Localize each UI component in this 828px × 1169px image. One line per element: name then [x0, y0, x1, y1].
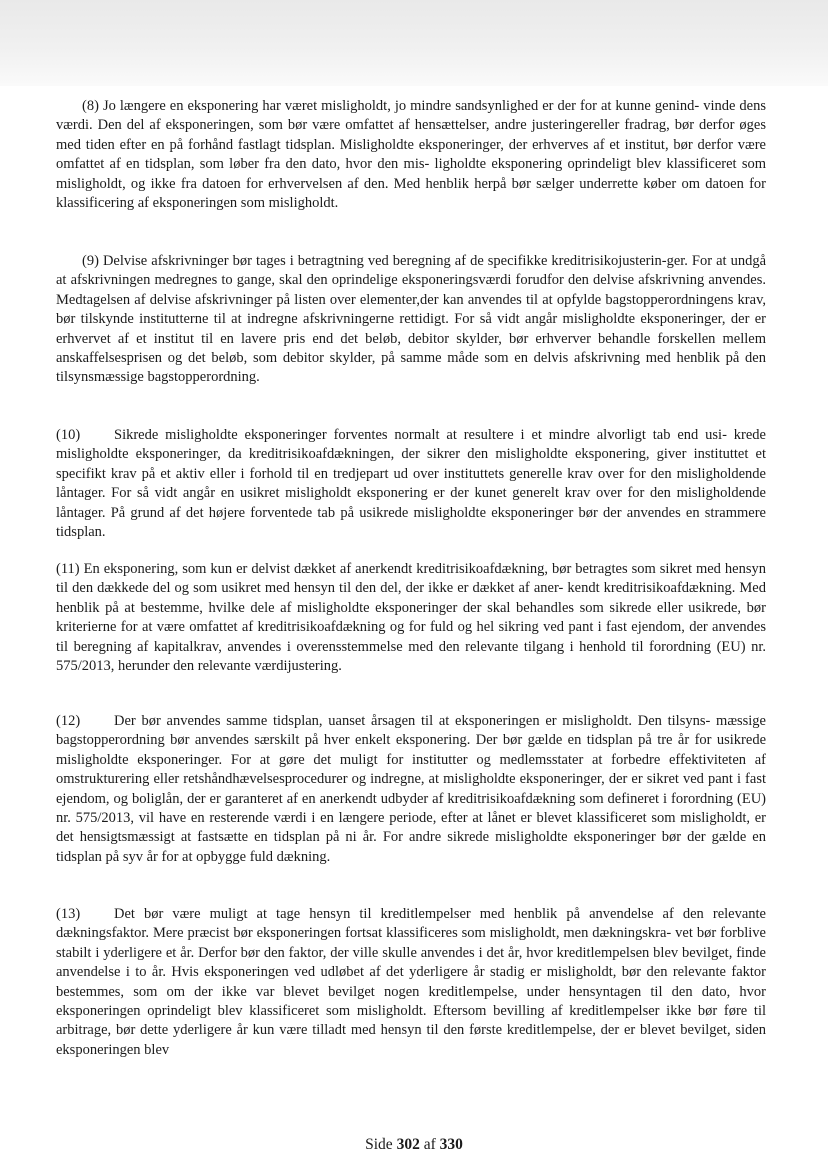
- recital-9: [30, 252, 766, 388]
- recital-text: Delvise afskrivninger bør tages i betragtning ved beregning af de specifikke kreditrisikojusterin-ger. For at undgå at afskrivningen medregnes to gange, skal den oprindelige eksponeringsværdi forudfor den delvise afskrivning anvendes. Medtagelsen af delvise afskrivninger på listen over elementer,der kan anvendes til at opfylde bagstopperordningens krav, bør tilskynde institutterne til at indregne afskrivningerne rettidigt. For så vidt angår misligholdte eksponeringer, der er erhvervet af et institut til en lavere pris end det beløb, debitor skylder, bør erhverver behandle forskellen mellem anskaffelsesprisen og det beløb, som debitor skylder, på samme måde som en delvis afskrivning med henblik på den tilsynsmæssige bagstopperordning.: [56, 253, 767, 386]
- recital-text: Det bør være muligt at tage hensyn til kreditlempelser med henblik på anvendelse af den relevante dækningsfaktor. Mere præcist bør eksponeringen fortsat klassificeres som misligholdt, men dækningskra- vet bør forblive stabilt i yderligere et år. Derfor bør den faktor, der ville skulle anvendes i det år, hvor kreditlempelsen blev bevilget, finde anvendelse i to år. Hvis eksponeringen ved udløbet af det yderligere år stadig er misligholdt, bør den relevante faktor bestemmes, som om der ikke var blevet bevilget nogen kreditlempelse, under hensyntagen til den dato, hvor eksponeringen oprindeligt blev klassificeret som misligholdt. Eftersom bevilling af kreditlempelser ikke bør føre til arbitrage, bør dette yderligere år kun være tilladt med hensyn til den første kreditlempelse, der er blevet bevilget, siden eksponeringen blev: [56, 906, 766, 1058]
- recital-13: [30, 905, 766, 1060]
- page-number-footer: [0, 1136, 828, 1154]
- recital-number: (13): [56, 906, 81, 922]
- recital-number: (9): [82, 253, 99, 269]
- recital-text: En eksponering, som kun er delvist dækket af anerkendt kreditrisikoafdækning, bør betragtes som sikret med hensyn til den dækkede del og som usikret med hensyn til den del, der ikke er dækket af aner- kendt kreditrisikoafdækning. Med henblik på at bestemme, hvilke dele af misligholdte eksponeringer der skal behandles som sikrede eller usikrede, bør kriterierne for at være omfattet af kreditrisikoafdækning og for fuld og hel sikring ved pant i fast ejendom, der anvendes til beregning af kapitalkrav, anvendes i overensstemmelse med den relevante tilgang i henhold til forordning (EU) nr. 575/2013, herunder den relevante værdijustering.: [56, 561, 767, 675]
- recital-12: [30, 712, 766, 867]
- recital-text: Der bør anvendes samme tidsplan, uanset årsagen til at eksponeringen er misligholdt. Den tilsyns- mæssige bagstopperordning bør anvendes særskilt på hver enkelt eksponering. Der bør gælde en tidsplan på tre år for usikrede misligholdte eksponeringer. For at gøre det muligt for institutter og medlemsstater at forbedre effektiviteten af omstrukturering eller retshåndhævelsesprocedurer og indregne, at misligholdte eksponeringer, der er sikret ved pant i fast ejendom, og boliglån, der er garanteret af en anerkendt udbyder af kreditrisikoafdækning som defineret i forordning (EU) nr. 575/2013, vil have en resterende værdi i en længere periode, efter at lånet er blevet klassificeret som misligholdt, er det hensigtsmæssigt at fastsætte en tidsplan på ni år. For andre sikrede misligholdte eksponeringer bør der gælde en tidsplan på syv år for at opbygge fuld dækning.: [56, 713, 766, 865]
- footer-middle: af: [423, 1136, 436, 1153]
- footer-current-page: 302: [396, 1136, 420, 1153]
- footer-total-pages: 330: [439, 1136, 463, 1153]
- recital-number: (12): [56, 713, 81, 729]
- recital-number: (8): [82, 98, 99, 114]
- recital-text: Jo længere en eksponering har været misligholdt, jo mindre sandsynlighed er der for at kunne genind- vinde dens værdi. Den del af eksponeringen, som bør være omfattet af hensættelser, andre justeringereller fradrag, bør derfor øges med tiden efter en på forhånd fastlagt tidsplan. Misligholdte eksponeringer, der erhverves af et institut, bør derfor være omfattet af en tidsplan, som løber fra den dato, hvor den mis- ligholdte eksponering oprindeligt blev klassificeret som misligholdt, og ikke fra datoen for erhvervelsen af den. Med henblik herpå bør sælger underrette køber om datoen for klassificering af eksponeringen som misligholdt.: [56, 98, 767, 212]
- recital-text: Sikrede misligholdte eksponeringer forventes normalt at resultere i et mindre alvorligt tab end usi- krede misligholdte eksponeringer, da kreditrisikoafdækningen, der sikrer den misligholdte eksponering, giver instituttet et specifikt krav på et aktiv eller i forhold til en tredjepart ud over instituttets generelle krav over for den misligholdende låntager. For så vidt angår en usikret misligholdt eksponering er der kunet generelt krav over for den misligholdende låntager. På grund af det højere forventede tab på usikrede misligholdte eksponeringer bør der anvendes en strammere tidsplan.: [56, 427, 766, 541]
- recital-number: (10): [56, 427, 81, 443]
- recital-number: (11): [56, 561, 80, 577]
- recital-11: [56, 560, 766, 676]
- recital-8: [30, 97, 766, 213]
- footer-prefix: Side: [365, 1136, 393, 1153]
- recital-10: [30, 426, 766, 542]
